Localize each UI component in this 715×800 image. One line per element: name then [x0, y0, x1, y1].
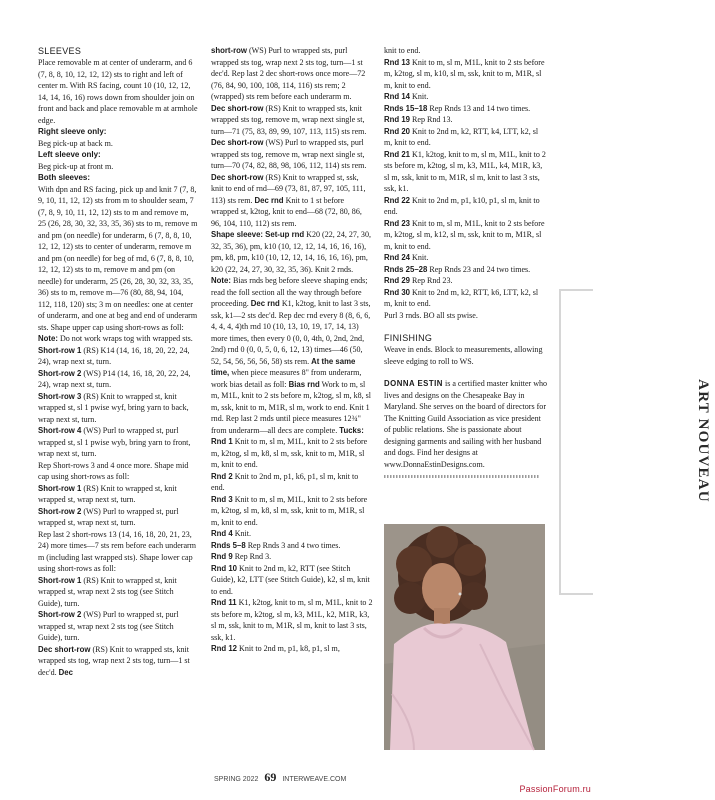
- page-footer: [214, 770, 414, 784]
- rnd-label: Rnds 25–28: [384, 264, 428, 274]
- rnd-label: Rnd 11: [211, 598, 237, 607]
- short-row-text: (WS) Purl to wrapped st, purl wrapped st, wrap next st, turn.: [38, 506, 179, 527]
- rnd-15-18: [384, 103, 548, 115]
- rnd-9: [211, 551, 373, 563]
- p1-label: short-row: [211, 46, 247, 55]
- repeat2-paragraph: Rep last 2 short-rows 13 (14, 16, 18, 20, 21, 23, 24) more times—7 sts rem before each underarm m (including last wrapped sts). Shape lower cap using short-rows as foll:: [38, 529, 196, 573]
- rnd-label: Rnd 29: [384, 276, 410, 285]
- short-row-text: (RS) K14 (14, 16, 18, 20, 22, 24, 24), wrap next st, turn.: [38, 345, 190, 366]
- same-time-text: when piece measures 8" from underarm, work bias detail as foll:: [211, 368, 362, 389]
- rnd-label: Rnds 5–8: [211, 540, 246, 550]
- bio-name: DONNA ESTIN: [384, 379, 443, 388]
- note-text: Bias rnds beg before sleeve shaping ends; read the foll section all the way through before proceeding.: [211, 276, 368, 308]
- purl-text: Purl 3 rnds. BO all sts pwise.: [384, 310, 478, 320]
- p5-text: Knit to 1 st before wrapped st, k2tog, knit to end—68 (72, 80, 86, 96, 104, 110, 112) sts rem.: [211, 195, 362, 228]
- tucks-label: Tucks:: [339, 425, 364, 435]
- shape-text: K20 (22, 24, 27, 30, 32, 35, 36), pm, k10 (10, 12, 12, 14, 16, 16, 16), pm, k8, pm, k10 (10, 12, 12, 14, 16, 16, 16), pm, k20 (22, 24, 27, 30, 32, 35, 36). Knit 2 rnds.: [211, 230, 371, 274]
- note-label: Note:: [211, 276, 231, 285]
- short-row-2: [38, 368, 198, 391]
- spacer: [384, 367, 548, 378]
- rnd-text: Knit to m, sl m, M1L, knit to 2 sts before m, k2tog, sl m, k10, sl m, ssk, knit to m, M1R, sl m, knit to end.: [384, 57, 545, 90]
- rnd-19: [384, 114, 548, 126]
- repeat-paragraph: Rep Short-rows 3 and 4 once more. Shape mid cap using short-rows as foll:: [38, 460, 189, 481]
- right-sleeve-text: Beg pick-up at back m.: [38, 138, 113, 148]
- rnd-text: Knit to 2nd m, k2, RTT, k6, LTT, k2, sl m, knit to end.: [384, 287, 539, 308]
- rnd-text: Knit.: [412, 92, 429, 101]
- dec-tail: Dec: [58, 667, 73, 677]
- rnd-14: [384, 91, 548, 103]
- short-row-label: Short-row 1: [38, 345, 82, 355]
- rnd-label: Rnd 12: [211, 644, 237, 653]
- rnd-30: [384, 287, 548, 310]
- rnd-label: Rnd 3: [211, 494, 233, 504]
- dec-short-row-text: (RS) Knit to wrapped sts, knit wrapped sts tog, wrap next 2 sts tog, turn—1 st dec'd.: [38, 644, 190, 677]
- rnd-text: Knit to 2nd m, p1, k8, p1, sl m,: [239, 644, 340, 653]
- rnd-label: Rnd 30: [384, 287, 410, 297]
- dec-short-row-label: Dec short-row: [38, 644, 91, 654]
- lower-short-row-2: [38, 609, 198, 644]
- rnd-label: Rnd 14: [384, 92, 410, 101]
- issue-label: SPRING 2022: [214, 776, 259, 783]
- column-left: [38, 45, 198, 678]
- rnd-text: Knit to 2nd m, p1, k6, p1, sl m, knit to end.: [211, 471, 359, 492]
- bias-rnd-label: Bias rnd: [288, 379, 320, 389]
- bio: [384, 378, 548, 470]
- rnd-20: [384, 126, 548, 149]
- bio-text: is a certified master knitter who lives and designs on the Chesapeake Bay in Maryland. She serves on the board of directors for The Knitting Guild Association as vice president of public relations. She is passionate about designing garments and sailing with her husband and dogs. Find her designs at www.DonnaEstinDesigns.com.: [384, 379, 548, 469]
- rnd-text: K1, k2tog, knit to m, sl m, M1L, knit to 2 sts before m, k2tog, sl m, k3, M1L, k4, M1R, k3, sl m, ssk, knit to m, M1R, sl m, knit to last 3 sts, ssk, k1.: [384, 149, 546, 193]
- shape-label: Shape sleeve: Set-up rnd: [211, 230, 305, 239]
- p5-label: Dec rnd: [254, 195, 284, 205]
- rnd-3: [211, 494, 373, 529]
- left-sleeve-heading: Left sleeve only:: [38, 150, 101, 159]
- section-tab-label: ART NOUVEAU: [695, 379, 711, 503]
- bias-rnd-text: Work to m, sl m, M1L, knit to 2 sts before m, k2tog, sl m, k8, sl m, ssk, knit to m, M1R, sl m, work to end. Knit 1 rnd. Rep last 2 rnds until piece measures 12¾" from underarm—all decs are complete.: [211, 379, 372, 435]
- lead-text: knit to end.: [384, 46, 421, 55]
- rnd-label: Rnds 15–18: [384, 103, 428, 113]
- rnd-24: [384, 252, 548, 264]
- both-sleeves-text: With dpn and RS facing, pick up and knit 7 (7, 8, 9, 10, 11, 12, 12) sts from m to shoulder seam, 7 (7, 8, 9, 10, 11, 12, 12) sts to m and remove m, 25 (26, 28, 30, 32, 33, 35, 36) sts to m, remove m and pm (on needle) for underarm, 6 (7, 8, 8, 10, 12, 12, 12) sts to center of underarm, remove m and pm (on needle) for beg of rnd, 6 (7, 8, 8, 10, 12, 12, 12) sts to m, remove m and pm (on needle) for underarm, 25 (26, 28, 30, 32, 33, 35, 36) sts to m, remove m—76 (80, 88, 94, 104, 112, 118, 120) sts; 3 m on needles: one at center of underarm, and one at beg and end of underarm sts. Shape upper cap using short-rows as foll:: [38, 184, 198, 332]
- dotted-divider: [384, 475, 540, 478]
- rnd-label: Rnd 21: [384, 149, 410, 159]
- p4-text: (RS) Knit to wrapped st, ssk, knit to end of rnd—69 (73, 81, 87, 97, 105, 111, 113) sts rem.: [211, 172, 366, 205]
- rnd-5-8: [211, 540, 373, 552]
- short-row-label: Short-row 2: [38, 506, 82, 516]
- sleeves-intro: Place removable m at center of underarm, and 6 (7, 8, 8, 10, 12, 12, 12) sts to right and left of center m. With RS facing, count 10 (10, 12, 12, 14, 14, 16, 16) rows down from shoulder join on front and back and place removable m at armhole edge.: [38, 58, 198, 125]
- left-sleeve-text: Beg pick-up at front m.: [38, 161, 114, 171]
- rnd-label: Rnd 20: [384, 126, 410, 136]
- rnd-label: Rnd 4: [211, 529, 233, 538]
- short-row-3: [38, 391, 198, 426]
- rnd-text: Knit to 2nd m, k2, RTT, k4, LTT, k2, sl m, knit to end.: [384, 126, 539, 147]
- p3-label: Dec short-row: [211, 138, 264, 147]
- rnd-12: [211, 643, 373, 655]
- note-label: Note:: [38, 334, 58, 343]
- rnd-label: Rnd 22: [384, 195, 410, 205]
- sleeves-heading: SLEEVES: [38, 46, 82, 56]
- page-number: 69: [264, 770, 277, 784]
- short-row-text: (RS) Knit to wrapped st, knit wrapped st, wrap next st, turn.: [38, 483, 177, 504]
- short-row-text: (RS) Knit to wrapped st, knit wrapped st, sl 1 pwise wyf, bring yarn to back, wrap next st, turn.: [38, 391, 189, 424]
- rnd-2: [211, 471, 373, 494]
- rnd-label: Rnd 10: [211, 563, 237, 573]
- rnd-text: Rep Rnd 3.: [234, 552, 272, 561]
- section-tab: [559, 289, 711, 595]
- rnd-text: Knit.: [234, 529, 252, 538]
- rnd-text: K1, k2tog, knit to m, sl m, M1L, knit to 2 sts before m, k2tog, sl m, k3, M1L, k2, M1R, k3, sl m, ssk, knit to m, M1R, sl m, knit to last 3 sts, ssk, k1.: [211, 598, 373, 642]
- both-sleeves-heading: Both sleeves:: [38, 173, 91, 182]
- short-row-4: [38, 425, 198, 460]
- short-row-1: [38, 345, 198, 368]
- site-label: INTERWEAVE.COM: [282, 776, 347, 783]
- rnd-label: Rnd 2: [211, 471, 233, 481]
- mid-short-row-1: [38, 483, 198, 506]
- short-row-label: Short-row 2: [38, 368, 82, 378]
- rnd-11: [211, 597, 373, 643]
- p1: [211, 45, 373, 103]
- rnd-23: [384, 218, 548, 253]
- short-row-text: (WS) Purl to wrapped st, purl wrapped st, wrap next 2 sts tog (see Stitch Guide), turn.: [38, 610, 179, 642]
- short-row-label: Short-row 3: [38, 391, 82, 401]
- rnd-text: Knit to 2nd m, k2, RTT (see Stitch Guide), k2, LTT (see Stitch Guide), k2, sl m, knit to end.: [211, 563, 370, 596]
- shape-sleeve: [211, 229, 373, 436]
- spacer: [384, 321, 548, 332]
- rnd-text: Knit.: [412, 253, 429, 262]
- note-text: Do not work wraps tog with wrapped sts.: [59, 334, 193, 343]
- short-row-label: Short-row 1: [38, 483, 82, 493]
- finishing-heading: FINISHING: [384, 333, 433, 343]
- p1-text: (WS) Purl to wrapped sts, purl wrapped sts tog, wrap next 2 sts tog, turn—1 st dec'd. Rep last 2 dec short-rows once more—72 (76, 84, 90, 100, 108, 114, 116) sts rem; 2 (wrapped) sts rem before each underarm m.: [211, 46, 366, 101]
- rnd-text: Knit to m, sl m, M1L, knit to 2 sts before m, k2tog, sl m, k12, sl m, ssk, knit to m, M1R, sl m, knit to end.: [384, 218, 545, 251]
- p2-label: Dec short-row: [211, 103, 264, 113]
- p2-text: (RS) Knit to wrapped sts, knit wrapped sts tog, remove m, wrap next single st, turn—71 (75, 83, 89, 99, 107, 113, 115) sts rem.: [211, 103, 367, 136]
- rnd-4: [211, 528, 373, 540]
- column-right: [384, 45, 548, 486]
- rnd-22: [384, 195, 548, 218]
- right-sleeve-heading: Right sleeve only:: [38, 127, 107, 136]
- both-sleeves-paragraph: [38, 184, 198, 345]
- p4-label: Dec short-row: [211, 172, 264, 182]
- rnd-label: Rnd 1: [211, 437, 233, 446]
- dec-rnd-label: Dec rnd: [250, 299, 280, 308]
- rnd-label: Rnd 9: [211, 552, 233, 561]
- rnd-text: Rep Rnds 3 and 4 two times.: [247, 540, 341, 550]
- short-row-text: (WS) Purl to wrapped st, purl wrapped st, sl 1 pwise wyb, bring yarn to front, wrap next st, turn.: [38, 426, 191, 458]
- rnd-label: Rnd 23: [384, 218, 410, 228]
- dec-rnd-text: K1, k2tog, knit to last 3 sts, ssk, k1—2 sts dec'd. Rep dec rnd every 8 (8, 6, 6, 4, 4, 4, 4)th rnd 10 (10, 13, 10, 19, 17, 14, 13) more times, then every 0 (0, 0, 4th, 0, 2nd, 2nd, 2nd) rnd 0 (0, 0, 5, 0, 6, 12, 13) times—46 (50, 52, 54, 56, 56, 56, 58) sts rem.: [211, 299, 371, 366]
- p2: [211, 103, 373, 230]
- rnd-25-28: [384, 264, 548, 276]
- short-row-label: Short-row 1: [38, 575, 82, 585]
- column-middle: [211, 45, 373, 655]
- short-row-label: Short-row 4: [38, 426, 82, 435]
- rnd-label: Rnd 24: [384, 253, 410, 262]
- rnd-label: Rnd 13: [384, 57, 410, 67]
- short-row-label: Short-row 2: [38, 610, 82, 619]
- mid-short-row-2: [38, 506, 198, 529]
- designer-photo: [384, 524, 545, 750]
- rnd-text: Rep Rnd 23.: [412, 276, 453, 285]
- p3-text: (WS) Purl to wrapped sts, purl wrapped sts tog, remove m, wrap next single st, turn—70 (74, 82, 88, 98, 106, 112, 114) sts rem.: [211, 138, 367, 170]
- designer-photo-illustration: [384, 524, 545, 750]
- rnd-21: [384, 149, 548, 195]
- rnd-text: Rep Rnds 23 and 24 two times.: [429, 264, 531, 274]
- watermark: PassionForum.ru: [519, 784, 591, 794]
- rnd-13: [384, 57, 548, 92]
- same-time-label: At the same time,: [211, 356, 356, 377]
- rnd-text: Knit to m, sl m, M1L, knit to 2 sts before m, k2tog, sl m, k8, sl m, ssk, knit to m, M1R, sl m, knit to end.: [211, 437, 368, 469]
- rnd-29: [384, 275, 548, 287]
- rnd-text: Rep Rnd 13.: [412, 115, 453, 124]
- finishing-text: Weave in ends. Block to measurements, allowing sleeve edging to roll to WS.: [384, 345, 543, 366]
- dec-short-row: [38, 644, 198, 679]
- rnd-1: [211, 436, 373, 471]
- lower-short-row-1: [38, 575, 198, 610]
- rnd-text: Rep Rnds 13 and 14 two times.: [429, 103, 531, 113]
- rnd-text: Knit to 2nd m, p1, k10, p1, sl m, knit to end.: [384, 195, 540, 216]
- rnd-label: Rnd 19: [384, 115, 410, 124]
- rnd-text: Knit to m, sl m, M1L, knit to 2 sts before m, k2tog, sl m, k8, sl m, ssk, knit to m, M1R, sl m, knit to end.: [211, 494, 368, 527]
- short-row-text: (RS) Knit to wrapped st, knit wrapped st, wrap next 2 sts tog (see Stitch Guide), turn.: [38, 575, 177, 608]
- short-row-text: (WS) P14 (14, 16, 18, 20, 22, 24, 24), wrap next st, turn.: [38, 368, 191, 389]
- rnd-10: [211, 563, 373, 598]
